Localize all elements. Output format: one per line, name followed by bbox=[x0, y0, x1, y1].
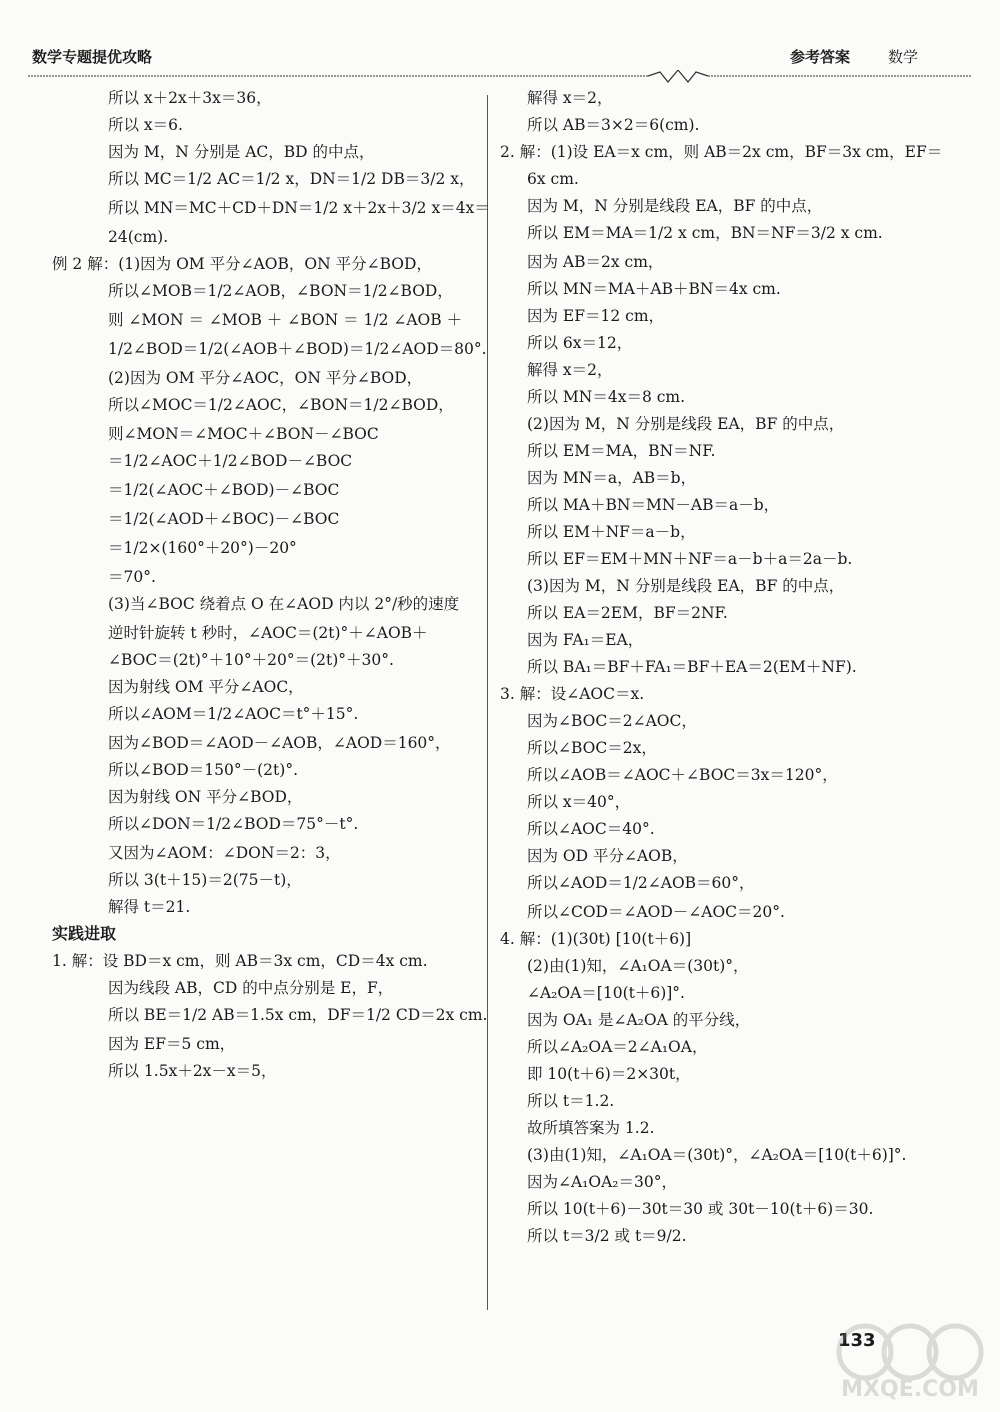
text-line: 6x cm. bbox=[527, 170, 579, 188]
text-line: 因为∠A₁OA₂＝30°， bbox=[527, 1173, 677, 1191]
section-title: 参考答案 bbox=[790, 48, 851, 66]
left-column bbox=[52, 88, 490, 1088]
text-line: 所以∠MOB＝1/2∠AOB，∠BON＝1/2∠BOD， bbox=[108, 282, 453, 300]
text-line: 所以 EM＝MA，BN＝NF. bbox=[527, 442, 716, 460]
text-line: 1/2∠BOD＝1/2(∠AOB＋∠BOD)＝1/2∠AOD＝80°. bbox=[108, 340, 487, 358]
text-line: 所以 BA₁＝BF＋FA₁＝BF＋EA＝2(EM＋NF). bbox=[527, 658, 857, 676]
text-line: 因为 MN＝a，AB＝b， bbox=[527, 469, 697, 487]
text-line: 所以 EF＝EM＋MN＋NF＝a－b＋a＝2a－b. bbox=[527, 550, 853, 568]
text-line: 所以 1.5x＋2x－x＝5， bbox=[108, 1062, 277, 1080]
text-line: 所以 MC＝1/2 AC＝1/2 x，DN＝1/2 DB＝3/2 x， bbox=[108, 170, 475, 188]
text-line: 所以 MN＝4x＝8 cm. bbox=[527, 388, 686, 406]
text-line: 所以 10(t＋6)－30t＝30 或 30t－10(t＋6)＝30. bbox=[527, 1200, 874, 1218]
text-line: 即 10(t＋6)＝2×30t， bbox=[527, 1065, 691, 1083]
right-column bbox=[500, 88, 943, 1255]
text-line: (2)由(1)知，∠A₁OA＝(30t)°， bbox=[527, 957, 749, 975]
text-line: ∠BOC＝(2t)°＋10°＋20°＝(2t)°＋30°. bbox=[108, 651, 394, 669]
text-line: ∠A₂OA＝[10(t＋6)]°. bbox=[527, 984, 685, 1002]
text-line: 因为线段 AB，CD 的中点分别是 E，F， bbox=[108, 979, 394, 997]
text-line: (2)因为 M，N 分别是线段 EA，BF 的中点， bbox=[527, 415, 845, 433]
text-line: 所以 MA＋BN＝MN－AB＝a－b， bbox=[527, 496, 780, 514]
text-line: ＝1/2×(160°＋20°)－20° bbox=[108, 539, 297, 557]
text-line: 所以 BE＝1/2 AB＝1.5x cm，DF＝1/2 CD＝2x cm. bbox=[108, 1006, 488, 1024]
text-line: 则∠MON＝∠MOC＋∠BON－∠BOC bbox=[108, 425, 379, 443]
text-line: (2)因为 OM 平分∠AOC，ON 平分∠BOD， bbox=[108, 369, 423, 387]
text-line: 所以∠AOC＝40°. bbox=[527, 820, 655, 838]
text-line: 24(cm). bbox=[108, 228, 169, 246]
text-line: 所以 AB＝3×2＝6(cm). bbox=[527, 116, 700, 134]
text-line: 因为 M，N 分别是 AC，BD 的中点， bbox=[108, 143, 375, 161]
text-line: 因为射线 OM 平分∠AOC， bbox=[108, 678, 304, 696]
text-line: 所以 EA＝2EM，BF＝2NF. bbox=[527, 604, 728, 622]
text-line: 所以 t＝3/2 或 t＝9/2. bbox=[527, 1227, 687, 1245]
text-line: 例 2 解：(1)因为 OM 平分∠AOB，ON 平分∠BOD， bbox=[52, 255, 432, 273]
text-line: ＝1/2(∠AOC＋∠BOD)－∠BOC bbox=[108, 481, 340, 499]
text-line: 因为∠BOC＝2∠AOC， bbox=[527, 712, 697, 730]
text-line: (3)由(1)知，∠A₁OA＝(30t)°，∠A₂OA＝[10(t＋6)]°. bbox=[527, 1146, 907, 1164]
text-line: ＝70°. bbox=[108, 568, 156, 586]
text-line: 因为 AB＝2x cm， bbox=[527, 253, 664, 271]
column-divider bbox=[487, 95, 488, 1310]
text-line: 3. 解：设∠AOC＝x. bbox=[500, 685, 645, 703]
text-line: ＝1/2∠AOC＋1/2∠BOD－∠BOC bbox=[108, 452, 353, 470]
text-line: 4. 解：(1)(30t) [10(t＋6)] bbox=[500, 930, 692, 948]
text-line: 所以 3(t＋15)＝2(75－t)， bbox=[108, 871, 302, 889]
text-line: 解得 x＝2， bbox=[527, 361, 613, 379]
text-line: 所以 MN＝MA＋AB＋BN＝4x cm. bbox=[527, 280, 781, 298]
text-line: 所以∠A₂OA＝2∠A₁OA， bbox=[527, 1038, 708, 1056]
text-line: 实践进取 bbox=[52, 924, 117, 943]
text-line: 所以∠COD＝∠AOD－∠AOC＝20°. bbox=[527, 903, 785, 921]
text-line: 所以∠BOD＝150°－(2t)°. bbox=[108, 761, 298, 779]
text-line: 所以 EM＋NF＝a－b， bbox=[527, 523, 696, 541]
text-line: 所以 MN＝MC＋CD＋DN＝1/2 x＋2x＋3/2 x＝4x＝ bbox=[108, 199, 490, 217]
text-line: 所以 x＝40°， bbox=[527, 793, 631, 811]
text-line: 所以 x＝6. bbox=[108, 116, 183, 134]
text-line: 则 ∠MON ＝ ∠MOB ＋ ∠BON ＝ 1/2 ∠AOB ＋ bbox=[108, 311, 463, 329]
subject-label: 数学 bbox=[888, 48, 919, 66]
page-number: 133 bbox=[838, 1330, 876, 1351]
text-line: 逆时针旋转 t 秒时，∠AOC＝(2t)°＋∠AOB＋ bbox=[108, 624, 428, 642]
text-line: 所以∠MOC＝1/2∠AOC，∠BON＝1/2∠BOD， bbox=[108, 396, 454, 414]
text-line: (3)当∠BOC 绕着点 O 在∠AOD 内以 2°/秒的速度 bbox=[108, 595, 460, 613]
text-line: 因为 FA₁＝EA， bbox=[527, 631, 644, 649]
text-line: 因为 OD 平分∠AOB， bbox=[527, 847, 688, 865]
text-line: 所以 EM＝MA＝1/2 x cm，BN＝NF＝3/2 x cm. bbox=[527, 224, 883, 242]
text-line: 又因为∠AOM：∠DON＝2：3， bbox=[108, 844, 341, 862]
text-line: 所以 t＝1.2. bbox=[527, 1092, 615, 1110]
text-line: (3)因为 M，N 分别是线段 EA，BF 的中点， bbox=[527, 577, 845, 595]
text-line: 所以∠AOB＝∠AOC＋∠BOC＝3x＝120°， bbox=[527, 766, 838, 784]
header-rule bbox=[28, 70, 972, 84]
text-line: ＝1/2(∠AOD＋∠BOC)－∠BOC bbox=[108, 510, 340, 528]
text-line: 解得 t＝21. bbox=[108, 898, 191, 916]
text-line: 所以∠BOC＝2x， bbox=[527, 739, 657, 757]
text-line: 所以∠AOD＝1/2∠AOB＝60°， bbox=[527, 874, 755, 892]
text-line: 1. 解：设 BD＝x cm，则 AB＝3x cm，CD＝4x cm. bbox=[52, 952, 428, 970]
text-line: 解得 x＝2， bbox=[527, 89, 613, 107]
text-line: 因为 OA₁ 是∠A₂OA 的平分线， bbox=[527, 1011, 751, 1029]
text-line: 2. 解：(1)设 EA＝x cm，则 AB＝2x cm，BF＝3x cm，EF＝ bbox=[500, 143, 943, 161]
text-line: 因为 EF＝5 cm， bbox=[108, 1035, 236, 1053]
text-line: 所以 6x＝12， bbox=[527, 334, 633, 352]
text-line: 因为 M，N 分别是线段 EA，BF 的中点， bbox=[527, 197, 823, 215]
text-line: 故所填答案为 1.2. bbox=[527, 1119, 655, 1137]
text-line: 所以∠AOM＝1/2∠AOC＝t°＋15°. bbox=[108, 705, 359, 723]
text-line: 因为射线 ON 平分∠BOD， bbox=[108, 788, 303, 806]
watermark-text: MXQE.COM bbox=[841, 1377, 979, 1400]
book-title: 数学专题提优攻略 bbox=[32, 48, 153, 66]
text-line: 所以 x＋2x＋3x＝36， bbox=[108, 89, 272, 107]
text-line: 因为∠BOD＝∠AOD－∠AOB，∠AOD＝160°， bbox=[108, 734, 451, 752]
watermark-logo bbox=[835, 1322, 985, 1400]
text-line: 因为 EF＝12 cm， bbox=[527, 307, 665, 325]
text-line: 所以∠DON＝1/2∠BOD＝75°－t°. bbox=[108, 815, 359, 833]
